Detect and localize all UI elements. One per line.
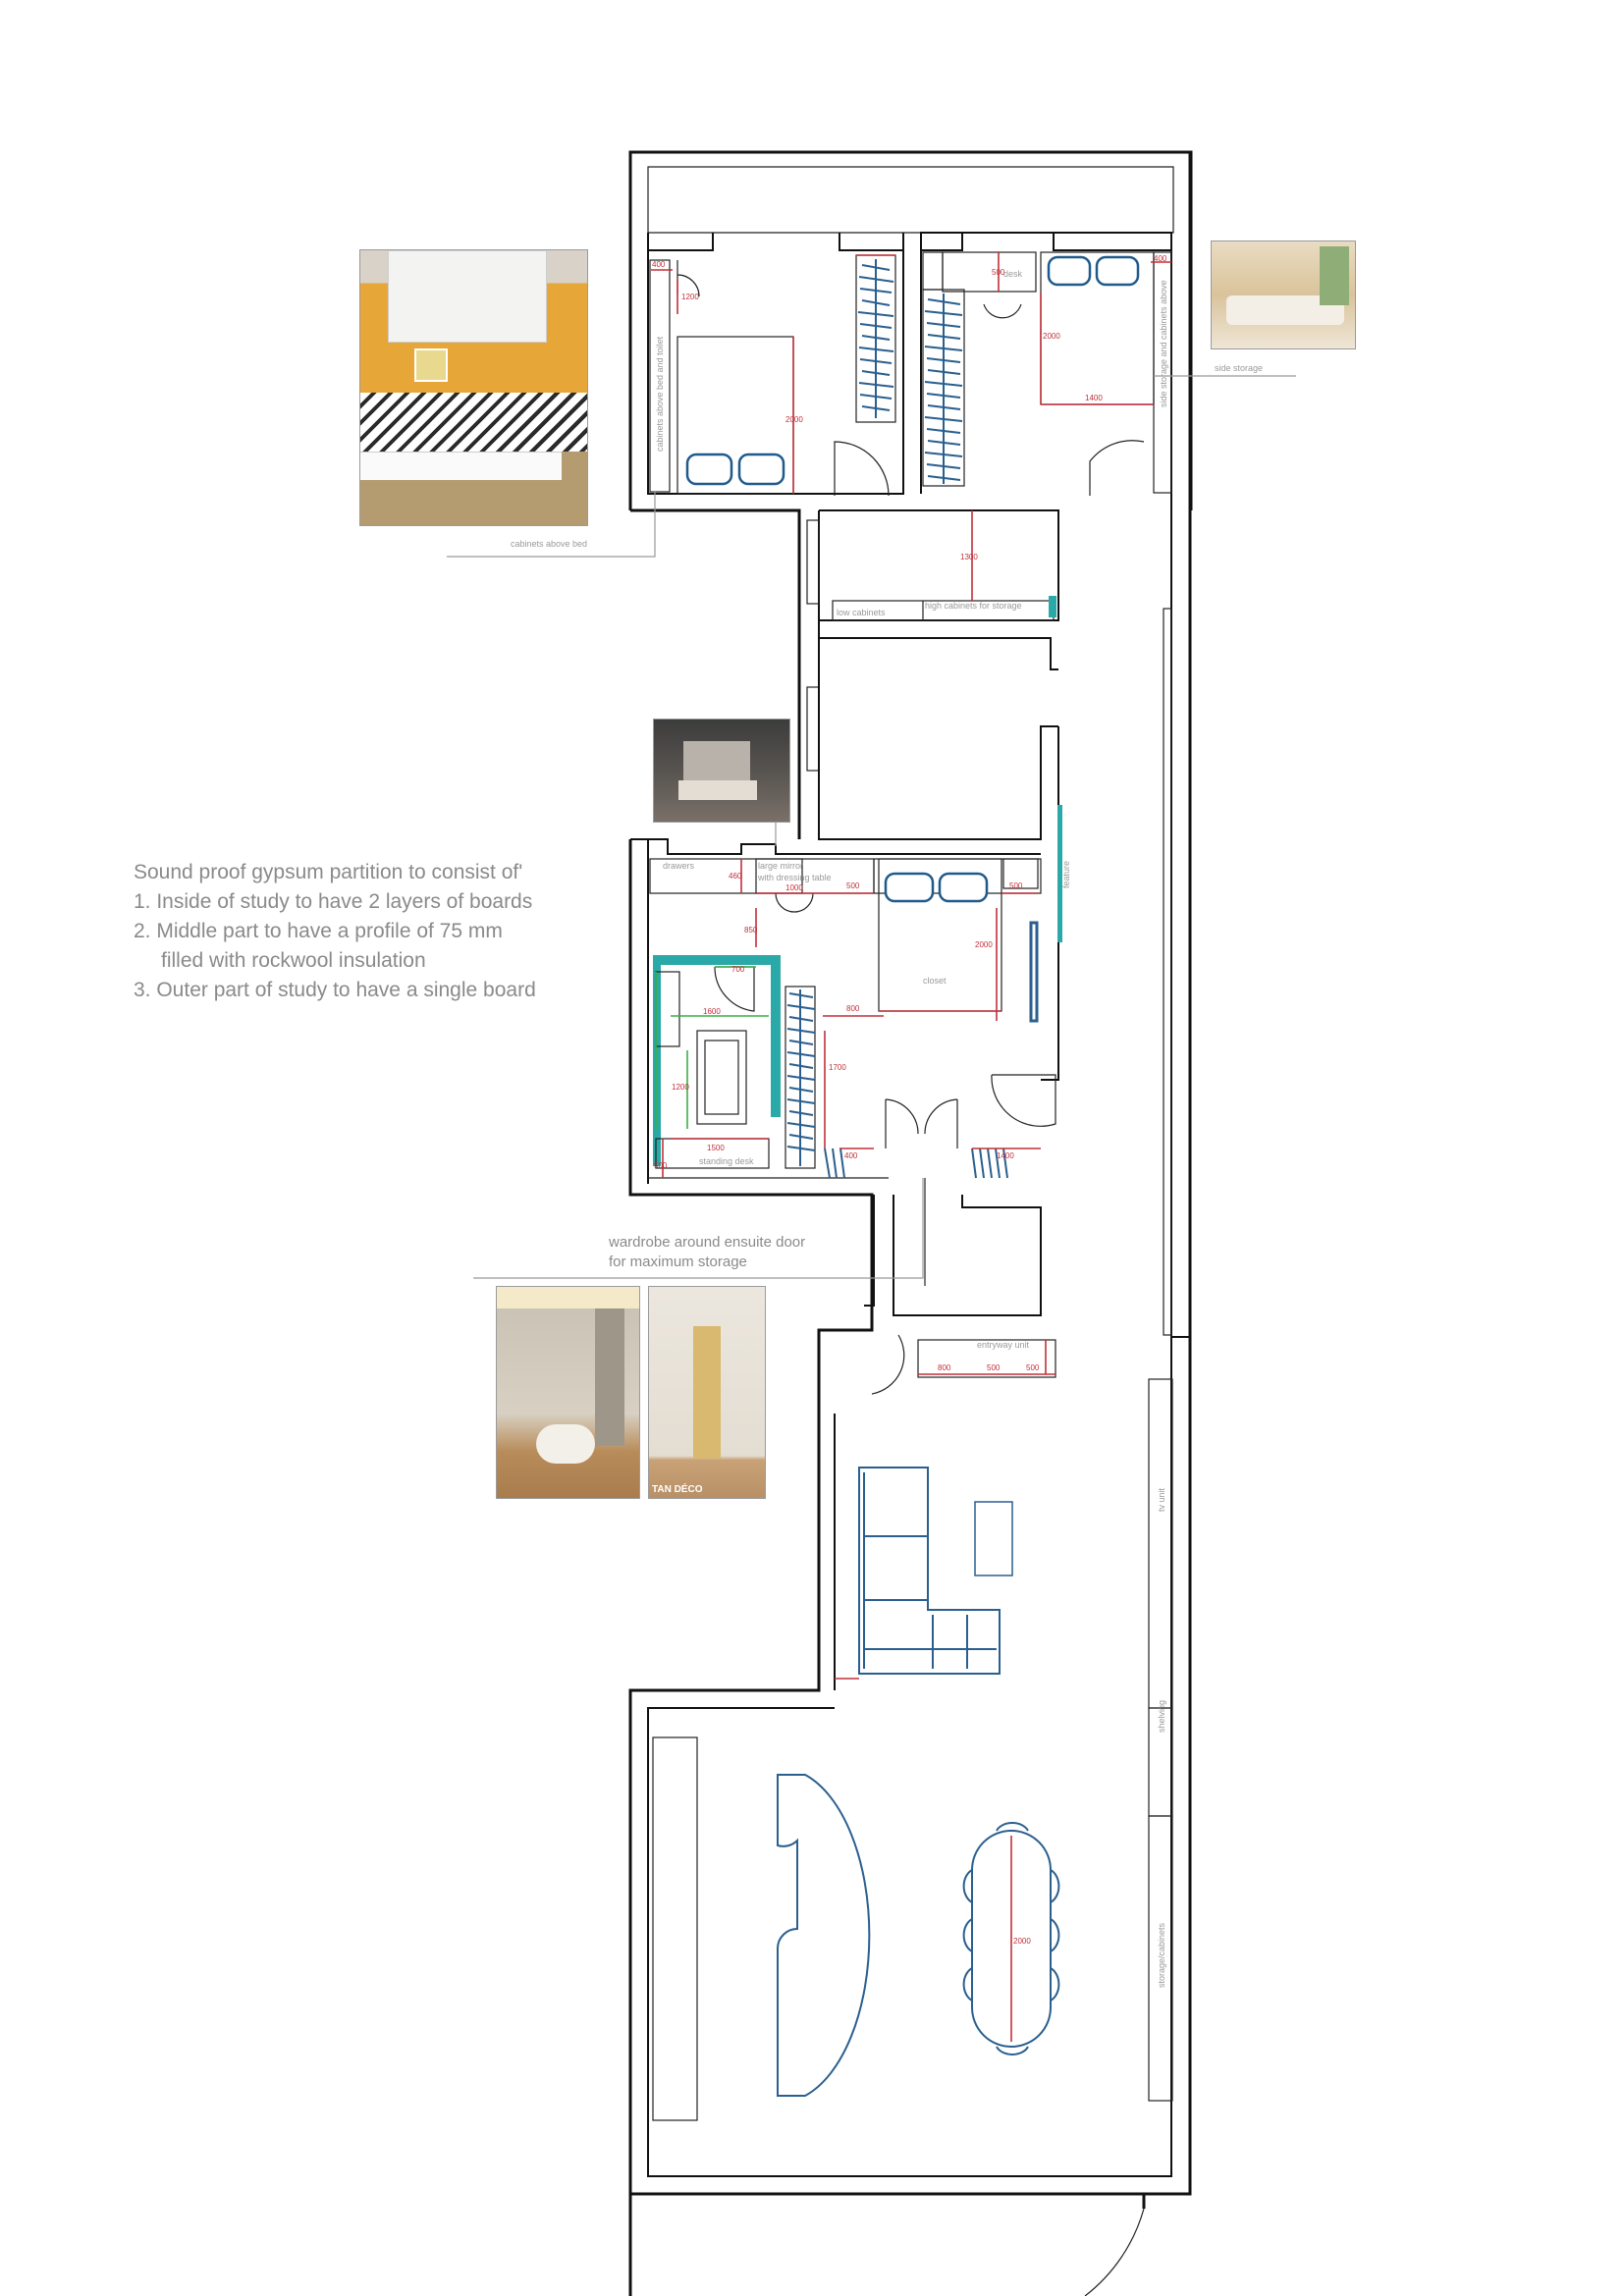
label-dining-storage: storage/cabinets	[1157, 1922, 1166, 1988]
wardrobe-note-line-1: wardrobe around ensuite door	[609, 1234, 806, 1251]
label-dressing-table: with dressing table	[758, 873, 832, 882]
label-high-cabinets: high cabinets for storage	[925, 601, 1022, 611]
partition-note-item-2b: filled with rockwool insulation	[161, 949, 426, 972]
label-low-cabinets: low cabinets	[837, 608, 886, 617]
tan-deco-watermark: TAN DÉCO	[652, 1484, 703, 1495]
label-standing-desk: standing desk	[699, 1156, 754, 1166]
partition-note-item-3: 3. Outer part of study to have a single board	[134, 979, 536, 1001]
dim-1000: 1000	[785, 883, 803, 892]
partition-note-title: Sound proof gypsum partition to consist of'	[134, 861, 523, 883]
master-bedroom-photo	[653, 719, 790, 823]
label-entryway-unit: entryway unit	[977, 1340, 1030, 1350]
label-closet: closet	[923, 976, 947, 986]
partition-note-item-2: 2. Middle part to have a profile of 75 mm	[134, 920, 503, 942]
dim-500: 500	[1009, 881, 1023, 890]
dim-400: 400	[1154, 254, 1167, 263]
label-cabinets-above-bed-and-toilet: cabinets above bed and toilet	[655, 336, 665, 452]
dimension-labels	[652, 254, 1167, 1946]
dim-2000: 2000	[785, 415, 803, 424]
label-side-storage-rotated: side storage and cabinets above	[1159, 280, 1168, 407]
yellow-bedroom-photo	[359, 249, 588, 526]
furniture-labels	[655, 269, 1168, 1988]
bedroom-right	[921, 233, 1171, 510]
dim-1200: 1200	[681, 293, 699, 301]
walk-in-wardrobe-photo	[496, 1286, 640, 1499]
dim-400: 400	[844, 1151, 858, 1160]
dim-2000: 2000	[1043, 332, 1060, 341]
partition-note	[134, 858, 536, 1005]
dim-800: 800	[938, 1363, 951, 1372]
dim-500: 500	[1026, 1363, 1040, 1372]
dim-1400: 1400	[997, 1151, 1014, 1160]
dimension-lines	[651, 252, 1171, 2042]
dim-1600: 1600	[703, 1007, 721, 1016]
dim-500: 500	[987, 1363, 1001, 1372]
dim-460: 460	[729, 872, 742, 881]
dim-1300: 1300	[960, 553, 978, 561]
dim-1400: 1400	[1085, 394, 1103, 402]
dim-1500: 1500	[707, 1144, 725, 1152]
partition-note-item-1: 1. Inside of study to have 2 layers of boards	[134, 890, 533, 913]
dim-800: 800	[846, 1004, 860, 1013]
label-desk: desk	[1003, 269, 1023, 279]
bedroom-left	[648, 233, 903, 496]
dim-500: 500	[846, 881, 860, 890]
label-drawers: drawers	[663, 861, 695, 871]
middle-rooms	[799, 510, 1171, 1335]
dim-1200: 1200	[672, 1083, 689, 1092]
label-feature: feature	[1061, 860, 1071, 888]
label-cabinets-above-bed: cabinets above bed	[511, 539, 588, 549]
side-storage-photo	[1211, 240, 1356, 349]
label-large-mirror: large mirror	[758, 861, 804, 871]
dim-850: 850	[744, 926, 758, 934]
label-tv-unit: tv unit	[1157, 1487, 1166, 1512]
wardrobe-note	[609, 1233, 805, 1272]
label-shelving: shelving	[1157, 1699, 1166, 1733]
wardrobe-door-photo	[648, 1286, 766, 1499]
dim-400: 400	[652, 260, 666, 269]
label-side-storage: side storage	[1215, 363, 1264, 373]
dim-500: 500	[654, 1161, 668, 1170]
dim-500: 500	[992, 268, 1005, 277]
dim-700: 700	[731, 965, 745, 974]
dim-2000: 2000	[975, 940, 993, 949]
dim-2000: 2000	[1013, 1937, 1031, 1946]
wardrobe-note-line-2: for maximum storage	[609, 1254, 747, 1270]
dim-1700: 1700	[829, 1063, 846, 1072]
